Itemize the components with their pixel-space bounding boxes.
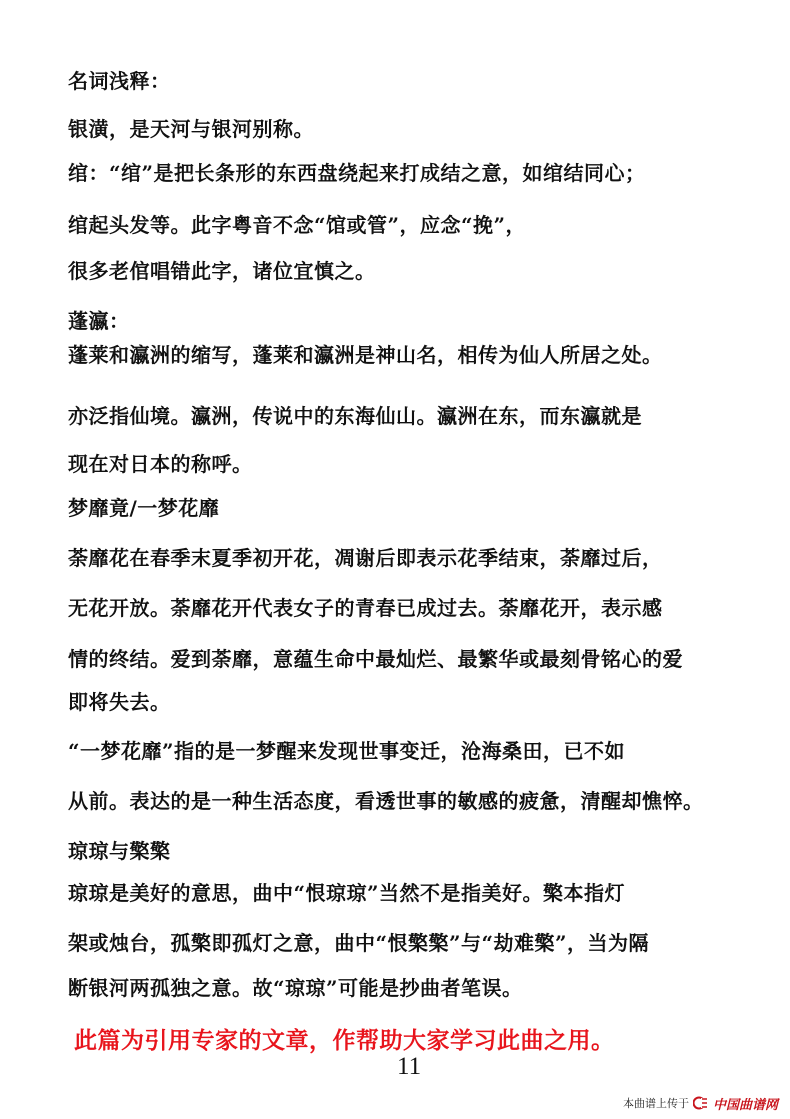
qupu-logo-icon [693, 1096, 709, 1110]
footer-upload-label: 本曲谱上传于 [622, 1097, 689, 1110]
paragraph-line: 从前。表达的是一种生活态度，看透世事的敏感的疲惫，清醒却憔悴。 [68, 789, 704, 813]
paragraph-line: 断银河两孤独之意。故“琼琼”可能是抄曲者笔误。 [68, 976, 523, 1000]
reference-note: 此篇为引用专家的文章，作帮助大家学习此曲之用。 [74, 1027, 615, 1054]
paragraph-line: 无花开放。荼靡花开代表女子的青春已成过去。荼靡花开，表示感 [68, 596, 663, 620]
upload-footer [623, 1094, 778, 1112]
site-logo-text[interactable]: 中国曲谱网 [712, 1097, 778, 1113]
heading-mengmi: 梦靡竟/一梦花靡 [68, 496, 220, 520]
paragraph-line: 琼琼是美好的意思，曲中“恨琼琼”当然不是指美好。檠本指灯 [68, 881, 626, 905]
paragraph-line: 银潢，是天河与银河别称。 [68, 117, 314, 141]
page-number: 11 [397, 1053, 422, 1080]
heading-qiongqing: 琼琼与檠檠 [68, 839, 171, 863]
paragraph-line: 蓬莱和瀛洲的缩写，蓬莱和瀛洲是神山名，相传为仙人所居之处。 [68, 343, 663, 367]
paragraph-line: 绾起头发等。此字粤音不念“馆或管”，应念“挽”， [68, 213, 527, 237]
paragraph-line: 荼靡花在春季末夏季初开花，凋谢后即表示花季结束，荼靡过后， [68, 546, 663, 570]
paragraph-line: 很多老倌唱错此字，诸位宜慎之。 [68, 259, 376, 283]
heading-pengying: 蓬瀛： [68, 309, 130, 333]
paragraph-line: 绾：“绾”是把长条形的东西盘绕起来打成结之意，如绾结同心； [68, 161, 646, 185]
paragraph-line: “一梦花靡”指的是一梦醒来发现世事变迁，沧海桑田，已不如 [68, 739, 626, 763]
heading-glossary: 名词浅释： [68, 69, 171, 93]
paragraph-line: 情的终结。爱到荼靡，意蕴生命中最灿烂、最繁华或最刻骨铭心的爱 [68, 647, 683, 671]
paragraph-line: 架或烛台，孤檠即孤灯之意，曲中“恨檠檠”与“劫难檠”，当为隔 [68, 931, 650, 955]
paragraph-line: 亦泛指仙境。瀛洲，传说中的东海仙山。瀛洲在东，而东瀛就是 [68, 404, 642, 428]
paragraph-line: 即将失去。 [68, 690, 171, 714]
paragraph-line: 现在对日本的称呼。 [68, 452, 253, 476]
